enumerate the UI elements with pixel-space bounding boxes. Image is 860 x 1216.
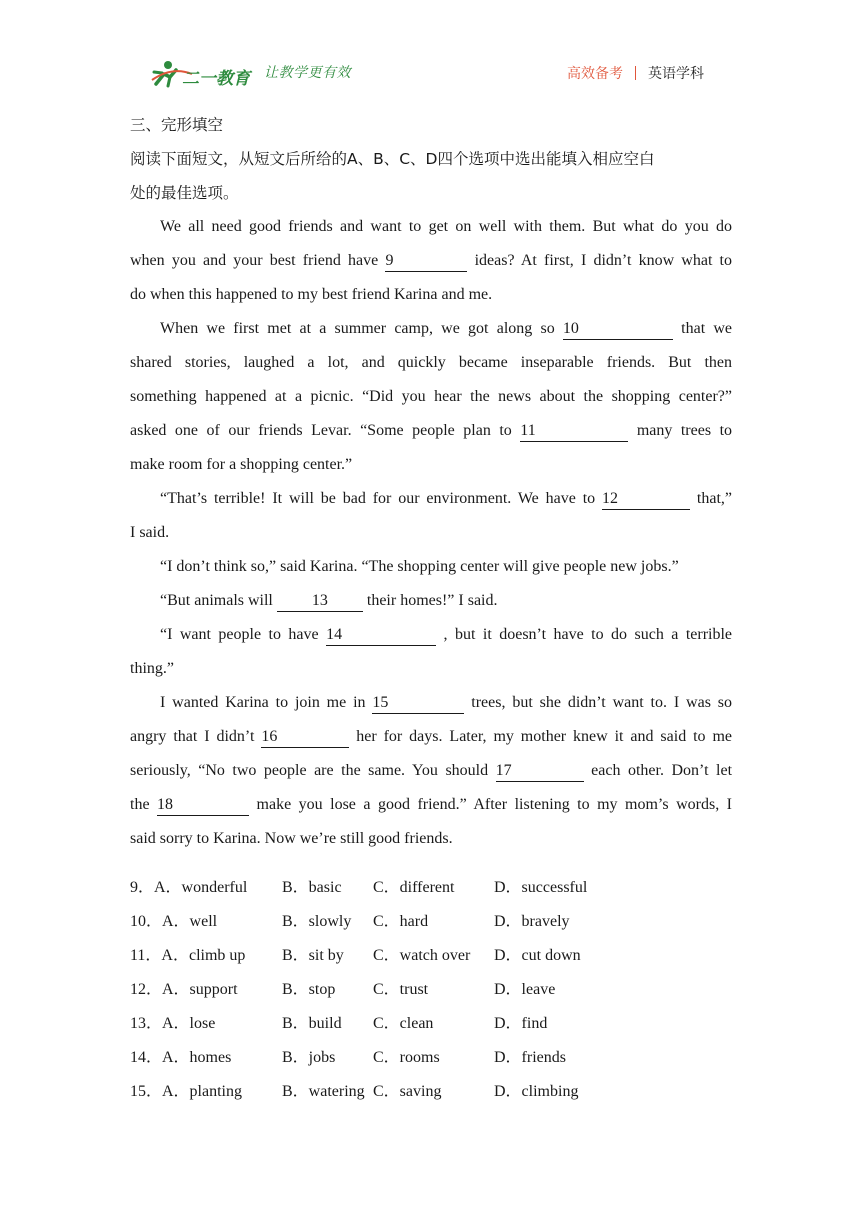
instruction-line: 阅读下面短文，从短文后所给的A、B、C、D四个选项中选出能填入相应空白 [130, 150, 655, 168]
option-d: D．leave [494, 981, 556, 998]
text-line [130, 618, 732, 652]
option-a: 12．A．support [130, 981, 238, 998]
option-c: C．saving [373, 1083, 442, 1100]
text-span: When we first met at a summer camp, we got along so [160, 320, 555, 337]
text-span: seriously, “No two people are the same. You should [130, 762, 489, 779]
header-label: 高效备考 [567, 66, 623, 82]
text-span: ideas? At first, I didn’t know what to [474, 252, 733, 269]
text-span: the [130, 796, 150, 813]
brand-logo [148, 58, 256, 90]
option-b: B．jobs [282, 1049, 336, 1066]
blank-12: 12 [602, 489, 690, 510]
option-c: C．trust [373, 981, 429, 998]
option-c: C．clean [373, 1015, 434, 1032]
header-divider [635, 66, 636, 80]
text-span: that,” [696, 490, 733, 507]
option-c: C．rooms [373, 1049, 440, 1066]
option-b: B．slowly [282, 913, 352, 930]
option-b: B．watering [282, 1083, 365, 1100]
option-a: 11．A．climb up [130, 947, 246, 964]
option-row [130, 939, 730, 973]
option-d: D．friends [494, 1049, 566, 1066]
text-span: angry that I didn’t [130, 728, 255, 745]
text-span: that we [681, 320, 733, 337]
option-row [130, 1041, 730, 1075]
paragraph [130, 482, 732, 550]
text-line [130, 686, 732, 720]
paragraph [130, 210, 732, 312]
blank-15: 15 [372, 693, 464, 714]
header-right [567, 63, 704, 83]
text-line: shared stories, laughed a lot, and quickly became inseparable friends. But then [130, 354, 732, 371]
option-b: B．build [282, 1015, 342, 1032]
blank-13: 13 [277, 591, 363, 612]
header-slogan: 让教学更有效 [264, 65, 351, 81]
option-row [130, 973, 730, 1007]
text-line: said sorry to Karina. Now we’re still good friends. [130, 830, 453, 847]
section-title: 三、完形填空 [130, 116, 224, 134]
text-span: when you and your best friend have [130, 252, 379, 269]
blank-18: 18 [157, 795, 249, 816]
option-d: D．successful [494, 879, 588, 896]
text-span: “I want people to have [160, 626, 319, 643]
text-span: each other. Don’t let [591, 762, 733, 779]
option-d: D．cut down [494, 947, 581, 964]
blank-17: 17 [496, 761, 584, 782]
option-d: D．find [494, 1015, 548, 1032]
text-line: something happened at a picnic. “Did you hear the news about the shopping center?” [130, 388, 732, 405]
text-line [130, 482, 732, 516]
text-span: trees, but she didn’t want to. I was so [471, 694, 733, 711]
option-row [130, 905, 730, 939]
option-row [130, 1007, 730, 1041]
text-span: their homes!” I said. [366, 592, 498, 609]
options-list [130, 871, 730, 1109]
option-a: 9．A．wonderful [130, 879, 248, 896]
option-d: D．climbing [494, 1083, 579, 1100]
text-line: I said. [130, 524, 170, 541]
text-line [130, 754, 732, 788]
text-line [130, 720, 732, 754]
text-span: , but it doesn’t have to do such a terrible [443, 626, 733, 643]
text-line [130, 244, 732, 278]
option-c: C．hard [373, 913, 429, 930]
option-b: B．sit by [282, 947, 344, 964]
svg-text:二一教育: 二一教育 [182, 69, 250, 89]
text-span: her for days. Later, my mother knew it and said to me [356, 728, 733, 745]
text-line [130, 414, 732, 448]
text-span: make you lose a good friend.” After listening to my mom’s words, I [256, 796, 733, 813]
option-a: 10．A．well [130, 913, 218, 930]
page-header [0, 0, 860, 100]
text-line [130, 584, 732, 618]
text-line: We all need good friends and want to get on well with them. But what do you do [160, 218, 732, 235]
blank-10: 10 [563, 319, 673, 340]
option-c: C．watch over [373, 947, 471, 964]
text-span: asked one of our friends Levar. “Some people plan to [130, 422, 512, 439]
option-b: B．stop [282, 981, 336, 998]
option-a: 14．A．homes [130, 1049, 232, 1066]
text-span: I wanted Karina to join me in [160, 694, 366, 711]
option-row [130, 1075, 730, 1109]
text-line: make room for a shopping center.” [130, 456, 353, 473]
instruction-line: 处的最佳选项。 [130, 184, 239, 202]
blank-14: 14 [326, 625, 436, 646]
paragraph [130, 618, 732, 686]
text-span: “That’s terrible! It will be bad for our environment. We have to [160, 490, 596, 507]
document-body [130, 108, 732, 856]
option-d: D．bravely [494, 913, 570, 930]
option-row [130, 871, 730, 905]
blank-9: 9 [385, 251, 467, 272]
text-line: thing.” [130, 660, 174, 677]
text-line: do when this happened to my best friend Karina and me. [130, 286, 493, 303]
text-line: “I don’t think so,” said Karina. “The shopping center will give people new jobs.” [160, 558, 679, 575]
option-a: 15．A．planting [130, 1083, 242, 1100]
blank-16: 16 [261, 727, 349, 748]
option-b: B．basic [282, 879, 342, 896]
option-c: C．different [373, 879, 455, 896]
text-span: many trees to [636, 422, 733, 439]
text-line [130, 788, 732, 822]
option-a: 13．A．lose [130, 1015, 216, 1032]
text-span: “But animals will [160, 592, 273, 609]
blank-11: 11 [520, 421, 628, 442]
header-subject: 英语学科 [648, 66, 704, 82]
text-line [130, 312, 732, 346]
paragraph [130, 686, 732, 856]
paragraph [130, 312, 732, 482]
